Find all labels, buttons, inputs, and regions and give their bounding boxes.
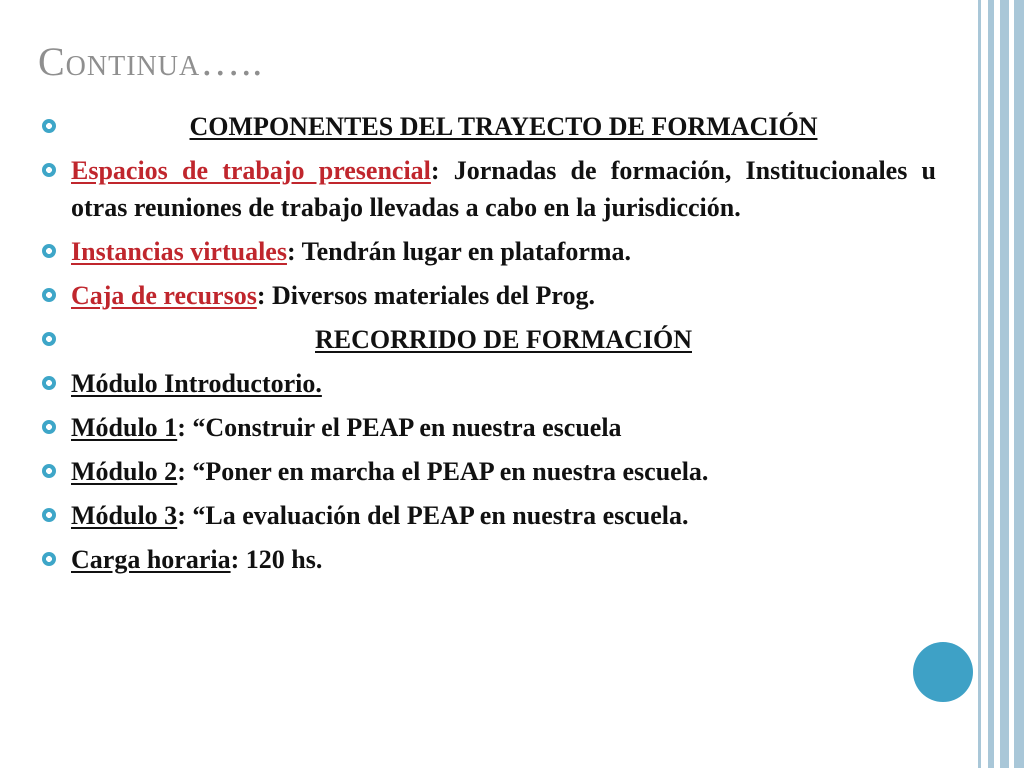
stripe: [978, 0, 981, 768]
stripe: [1014, 0, 1024, 768]
circle-bullet-icon: [42, 508, 56, 522]
item-text: : Diversos materiales del Prog.: [256, 281, 595, 310]
slide-title: Continua…..: [38, 39, 264, 84]
item-term: Carga horaria: [71, 545, 231, 574]
item-text: : Tendrán lugar en plataforma.: [286, 237, 632, 266]
stripe: [1000, 0, 1009, 768]
list-item-modulo-3: [38, 497, 936, 534]
list-item-modulo-2: [38, 453, 936, 490]
list-item-instancias: [38, 233, 936, 270]
heading-text: RECORRIDO DE FORMACIÓN: [315, 325, 692, 354]
item-term: Módulo 1: [71, 413, 178, 442]
item-term: Módulo 2: [71, 457, 178, 486]
circle-bullet-icon: [42, 163, 56, 177]
circle-bullet-icon: [42, 376, 56, 390]
item-text: : 120 hs.: [230, 545, 323, 574]
list-item-espacios: [38, 152, 936, 226]
decorative-stripes: [978, 0, 1024, 768]
circle-bullet-icon: [42, 420, 56, 434]
heading-text: COMPONENTES DEL TRAYECTO DE FORMACIÓN: [189, 112, 818, 141]
item-text: : “Poner en marcha el PEAP en nuestra escuela.: [177, 457, 709, 486]
section-heading-componentes: [38, 108, 936, 145]
item-term: Módulo Introductorio.: [71, 369, 322, 398]
stripe: [988, 0, 994, 768]
circle-bullet-icon: [42, 464, 56, 478]
list-item-carga-horaria: [38, 541, 936, 578]
item-term: Módulo 3: [71, 501, 178, 530]
circle-bullet-icon: [42, 119, 56, 133]
list-item-caja: [38, 277, 936, 314]
link-instancias[interactable]: Instancias virtuales: [71, 237, 287, 266]
circle-bullet-icon: [42, 288, 56, 302]
list-item-modulo-introductorio: [38, 365, 936, 402]
circle-bullet-icon: [42, 552, 56, 566]
circle-bullet-icon: [42, 244, 56, 258]
link-espacios[interactable]: Espacios de trabajo presencial: [71, 156, 431, 185]
slide-content: [38, 108, 936, 585]
section-heading-recorrido: [38, 321, 936, 358]
item-text: : “Construir el PEAP en nuestra escuela: [177, 413, 622, 442]
list-item-modulo-1: [38, 409, 936, 446]
circle-bullet-icon: [42, 332, 56, 346]
decorative-circle: [913, 642, 973, 702]
item-text: : “La evaluación del PEAP en nuestra escuela.: [177, 501, 689, 530]
link-caja[interactable]: Caja de recursos: [71, 281, 257, 310]
item-text: : Jornadas de formación, Institucionales u otras reuniones de trabajo llevadas a cabo en la jurisdicción.: [71, 156, 936, 222]
